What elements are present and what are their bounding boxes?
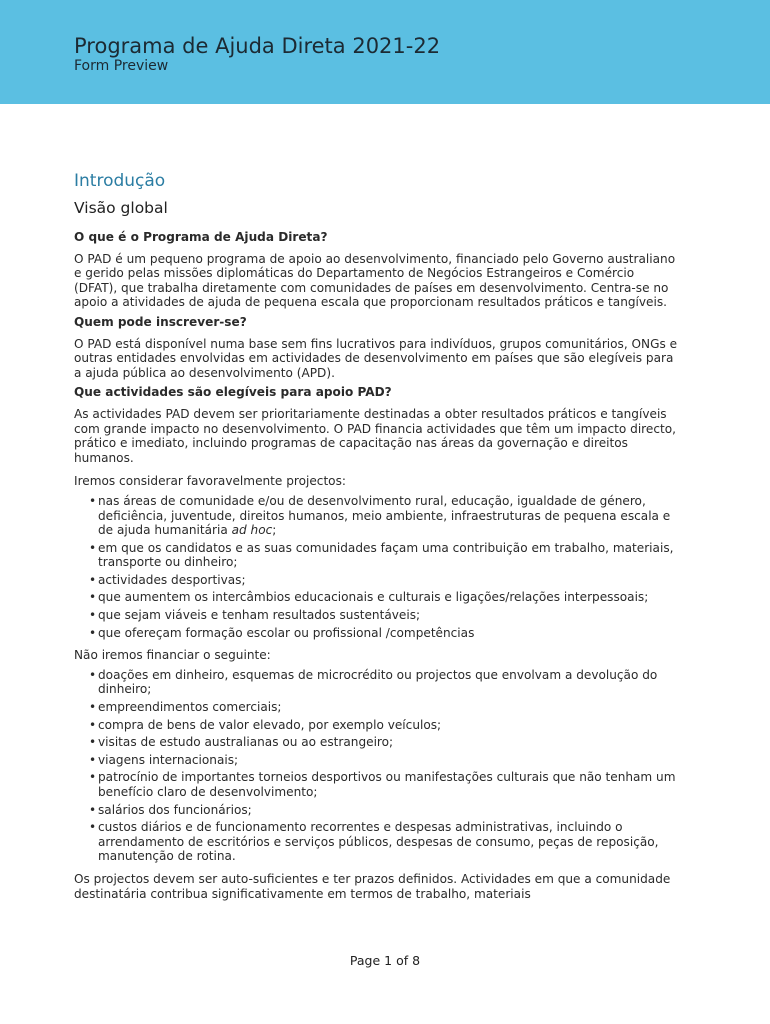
bullet-icon: •	[89, 770, 97, 785]
favoured-projects-list	[74, 494, 680, 640]
bullet-icon: •	[89, 820, 97, 835]
document-body	[74, 170, 680, 906]
list-item: • custos diários e de funcionamento recorrentes e despesas administrativas, incluindo o arrendamento de escritórios e serviços públicos, despesas de consumo, peças de reposição, manutenção de rotina.	[89, 820, 659, 864]
bullet-icon: •	[89, 590, 97, 605]
bullet-icon: •	[89, 700, 97, 715]
list-item: • salários dos funcionários;	[89, 802, 252, 817]
bullet-icon: •	[89, 572, 97, 587]
bullet-icon: •	[89, 667, 97, 682]
bullet-icon: •	[89, 717, 97, 732]
bullet-icon: •	[89, 752, 97, 767]
page-header	[0, 0, 770, 104]
section-heading: Introdução	[74, 171, 166, 191]
paragraph: O PAD é um pequeno programa de apoio ao desenvolvimento, financiado pelo Governo australiano e gerido pelas missões diplomáticas do Departamento de Negócios Estrangeiros e Comércio (DFAT), que trabalha diretamente com comunidades de países em desenvolvimento. Centra-se no apoio a atividades de ajuda de pequena escala que proporcionam resultados práticos e tangíveis.	[74, 251, 676, 310]
question-heading: Quem pode inscrever-se?	[74, 314, 247, 329]
bullet-icon: •	[89, 540, 97, 555]
paragraph: Os projectos devem ser auto-suficientes e ter prazos definidos. Actividades em que a comunidade destinatária contribua significativamente em termos de trabalho, materiais	[74, 871, 671, 901]
list-item: • que sejam viáveis e tenham resultados sustentáveis;	[89, 608, 421, 623]
bullet-icon: •	[89, 802, 97, 817]
sub-heading: Visão global	[74, 199, 168, 217]
list-item: • doações em dinheiro, esquemas de microcrédito ou projectos que envolvam a devolução do dinheiro;	[89, 667, 658, 697]
list-item: • viagens internacionais;	[89, 752, 239, 767]
list-item: • patrocínio de importantes torneios desportivos ou manifestações culturais que não tenham um benefício claro de desenvolvimento;	[89, 770, 676, 799]
list-item: • em que os candidatos e as suas comunidades façam uma contribuição em trabalho, materiais, transporte ou dinheiro;	[89, 540, 674, 570]
list-item: • nas áreas de comunidade e/ou de desenvolvimento rural, educação, igualdade de género, deficiência, juventude, direitos humanos, meio ambiente, infraestruturas de pequena escala e de ajuda humanitária ad hoc;	[89, 493, 671, 538]
bullet-icon: •	[89, 735, 97, 750]
question-heading: O que é o Programa de Ajuda Direta?	[74, 230, 328, 244]
paragraph: As actividades PAD devem ser prioritariamente destinadas a obter resultados práticos e tangíveis com grande impacto no desenvolvimento. O PAD financia actividades que têm um impacto directo, prático e imediato, incluindo programas de capacitação nas áreas da governação e direitos humanos.	[74, 406, 676, 465]
list-item: • que ofereçam formação escolar ou profissional /competências	[89, 625, 475, 640]
excluded-items-list	[74, 668, 680, 864]
paragraph: Não iremos financiar o seguinte:	[74, 648, 271, 663]
list-item: • empreendimentos comerciais;	[89, 700, 282, 715]
form-title: Programa de Ajuda Direta 2021-22	[74, 34, 441, 58]
list-item: • actividades desportivas;	[89, 572, 246, 587]
paragraph: O PAD está disponível numa base sem fins lucrativos para indivíduos, grupos comunitários, ONGs e outras entidades envolvidas em actividades de desenvolvimento em países que são elegíveis para a ajuda pública ao desenvolvimento (APD).	[74, 336, 678, 380]
list-item: • que aumentem os intercâmbios educacionais e culturais e ligações/relações interpessoais;	[89, 590, 649, 605]
question-heading: Que actividades são elegíveis para apoio PAD?	[74, 385, 392, 400]
paragraph: Iremos considerar favoravelmente projectos:	[74, 474, 346, 489]
list-item: • visitas de estudo australianas ou ao estrangeiro;	[89, 735, 394, 750]
form-subtitle: Form Preview	[74, 58, 169, 74]
page-number: Page 1 of 8	[349, 953, 421, 968]
list-item: • compra de bens de valor elevado, por exemplo veículos;	[89, 717, 442, 732]
bullet-icon: •	[89, 608, 97, 623]
bullet-icon: •	[89, 493, 97, 508]
bullet-icon: •	[89, 625, 97, 640]
